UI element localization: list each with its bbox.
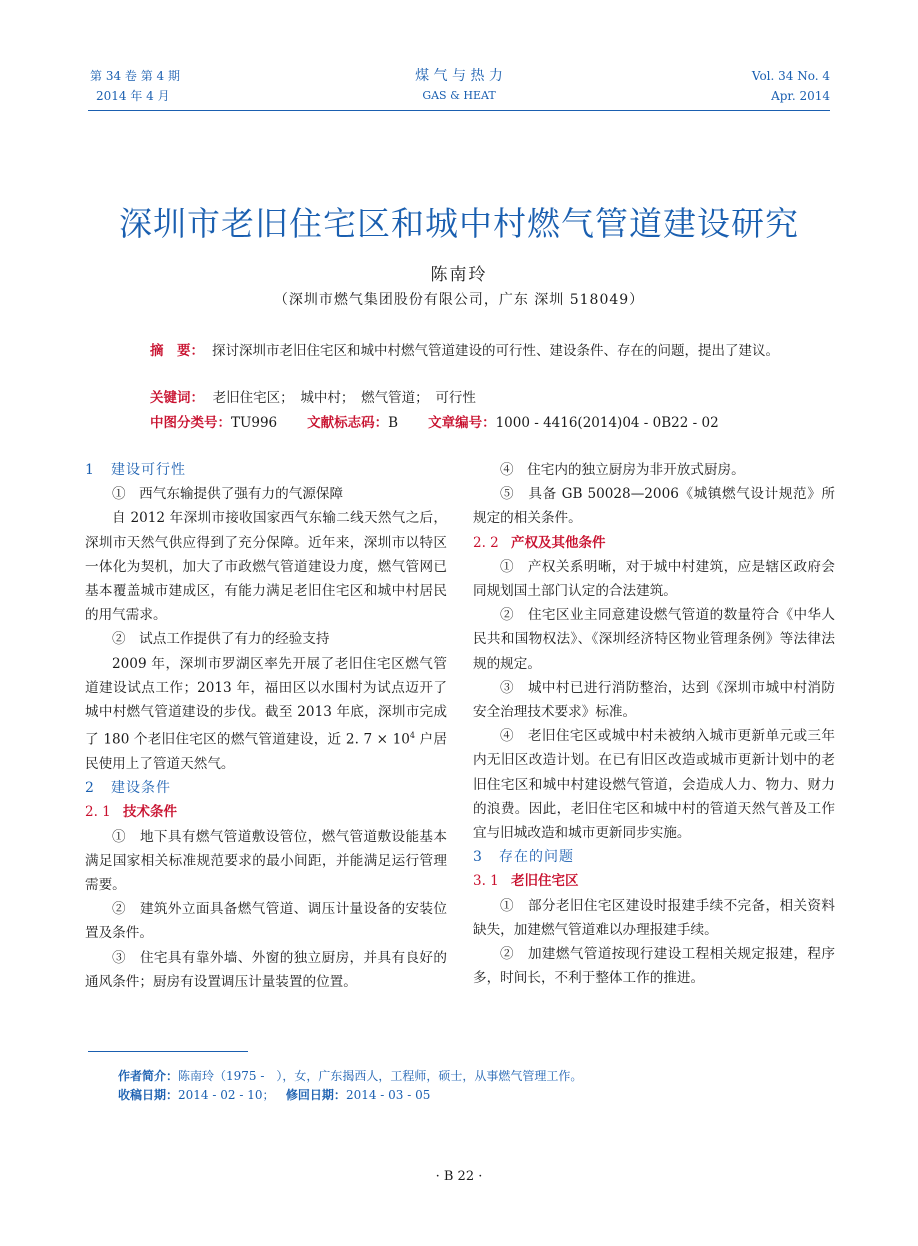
exponent: 4 bbox=[409, 731, 415, 741]
paragraph: ③ 城中村已进行消防整治，达到《深圳市城中村消防安全治理技术要求》标准。 bbox=[473, 679, 835, 721]
paragraph: ① 地下具有燃气管道敷设管位，燃气管道敷设能基本满足国家相关标准规范要求的最小间距，并能满足运行管理需要。 bbox=[85, 828, 447, 893]
subsection-title: 产权及其他条件 bbox=[511, 534, 606, 551]
revised-date: 2014 - 03 - 05 bbox=[345, 1088, 431, 1102]
section-title: 存在的问题 bbox=[499, 849, 574, 866]
author-bio-label: 作者简介： bbox=[118, 1069, 179, 1083]
section-number: 2 bbox=[85, 780, 95, 797]
subsection-number: 2. 2 bbox=[473, 534, 499, 551]
subsection-heading bbox=[473, 531, 835, 555]
subsection-heading bbox=[473, 869, 835, 893]
subsection-number: 3. 1 bbox=[473, 873, 499, 890]
paragraph-text: 户居民使用上了管道天然气。 bbox=[85, 731, 447, 772]
doc-code-value: B bbox=[388, 415, 399, 431]
section-title: 建设条件 bbox=[111, 780, 171, 797]
journal-name-cn: 煤 气 与 热 力 bbox=[415, 68, 503, 84]
subitem-heading: ② 试点工作提供了有力的经验支持 bbox=[112, 631, 330, 648]
section-heading bbox=[473, 845, 835, 869]
page-number: · B 22 · bbox=[435, 1169, 483, 1184]
volume-issue: 第 34 卷 第 4 期 bbox=[90, 69, 180, 83]
keywords bbox=[150, 387, 850, 409]
paragraph-text: 2009 年，深圳市罗湖区率先开展了老旧住宅区燃气管道建设试点工作；2013 年，福田区以水围村为试点迈开了城中村燃气管道建设的步伐。截至 2013 年底，深圳市完成了 180 个老旧住宅区的燃气管道建设，近 2. 7 × 10 bbox=[85, 655, 447, 748]
date-en: Apr. 2014 bbox=[771, 89, 830, 103]
footnote-rule bbox=[88, 1051, 248, 1052]
subsection-title: 老旧住宅区 bbox=[511, 873, 579, 890]
article-no-value: 1000 - 4416(2014)04 - 0B22 - 02 bbox=[495, 415, 719, 431]
abstract-label: 摘 要： bbox=[150, 343, 204, 359]
dates bbox=[118, 1085, 430, 1105]
subsection-title: 技术条件 bbox=[123, 804, 177, 821]
paragraph: ④ 住宅内的独立厨房为非开放式厨房。 bbox=[500, 462, 745, 478]
paragraph: ① 产权关系明晰，对于城中村建筑，应是辖区政府会同规划国土部门认定的合法建筑。 bbox=[473, 558, 835, 600]
section-title: 建设可行性 bbox=[111, 462, 186, 478]
received-label: 收稿日期： bbox=[118, 1088, 179, 1102]
classification-line bbox=[150, 412, 850, 434]
vol-no-en: Vol. 34 No. 4 bbox=[751, 69, 830, 83]
journal-vol-en bbox=[752, 66, 830, 106]
subsection-heading bbox=[85, 800, 447, 824]
paragraph bbox=[85, 652, 447, 777]
article-no-label: 文章编号： bbox=[428, 415, 496, 431]
issue-date: 2014 年 4 月 bbox=[96, 89, 170, 103]
section-heading bbox=[85, 776, 447, 800]
article-title: 深圳市老旧住宅区和城中村燃气管道建设研究 bbox=[119, 204, 799, 243]
body-column-left bbox=[85, 458, 447, 994]
header-rule bbox=[88, 110, 830, 111]
clc-label: 中图分类号： bbox=[150, 415, 231, 431]
author-name: 陈南玲 bbox=[430, 265, 488, 285]
paragraph: ② 住宅区业主同意建设燃气管道的数量符合《中华人民共和国物权法》、《深圳经济特区物业管理条例》等法律法规的规定。 bbox=[473, 607, 835, 672]
subitem-heading: ① 西气东输提供了强有力的气源保障 bbox=[112, 486, 344, 503]
keywords-label: 关键词： bbox=[150, 390, 204, 406]
paragraph: ⑤ 具备 GB 50028—2006《城镇燃气设计规范》所规定的相关条件。 bbox=[473, 486, 835, 527]
abstract-text: 探讨深圳市老旧住宅区和城中村燃气管道建设的可行性、建设条件、存在的问题，提出了建议。 bbox=[212, 343, 779, 359]
doc-code-label: 文献标志码： bbox=[307, 415, 389, 431]
paragraph: ② 加建燃气管道按现行建设工程相关规定报建，程序多，时间长，不利于整体工作的推进。 bbox=[473, 946, 835, 987]
paragraph: ② 建筑外立面具备燃气管道、调压计量设备的安装位置及条件。 bbox=[85, 901, 447, 942]
received-date: 2014 - 02 - 10； bbox=[178, 1088, 275, 1102]
body-column-right bbox=[473, 458, 835, 990]
revised-label: 修回日期： bbox=[285, 1088, 346, 1102]
paragraph: ④ 老旧住宅区或城中村未被纳入城市更新单元或三年内无旧区改造计划。在已有旧区改造或城市更新计划中的老旧住宅区和城中村建设燃气管道，会造成人力、物力、财力的浪费。因此，老旧住宅区和城中村的管道天然气普及工作宜与旧城改造和城市更新同步实施。 bbox=[473, 728, 835, 842]
author-affiliation: （深圳市燃气集团股份有限公司，广东 深圳 518049） bbox=[273, 292, 645, 308]
section-number: 1 bbox=[85, 462, 95, 478]
section-heading bbox=[85, 458, 447, 482]
subsection-number: 2. 1 bbox=[85, 804, 111, 821]
paragraph: ① 部分老旧住宅区建设时报建手续不完备，相关资料缺失，加建燃气管道难以办理报建手续。 bbox=[473, 897, 835, 938]
paragraph: ③ 住宅具有靠外墙、外窗的独立厨房，并具有良好的通风条件；厨房有设置调压计量装置的位置。 bbox=[85, 949, 447, 990]
author-bio bbox=[118, 1066, 582, 1086]
clc-value: TU996 bbox=[231, 415, 278, 431]
keywords-text: 老旧住宅区； 城中村； 燃气管道； 可行性 bbox=[212, 390, 476, 406]
section-number: 3 bbox=[473, 849, 483, 866]
paragraph: 自 2012 年深圳市接收国家西气东输二线天然气之后，深圳市天然气供应得到了充分保障。近年来，深圳市以特区一体化为契机，加大了市政燃气管道建设力度，燃气管网已基本覆盖城市建成区，有能力满足老旧住宅区和城中村居民的用气需求。 bbox=[85, 510, 447, 624]
author-bio-text: 陈南玲（1975 - ），女，广东揭西人，工程师，硕士，从事燃气管理工作。 bbox=[178, 1069, 583, 1083]
journal-name-en: GAS & HEAT bbox=[422, 89, 496, 102]
abstract bbox=[118, 340, 818, 362]
